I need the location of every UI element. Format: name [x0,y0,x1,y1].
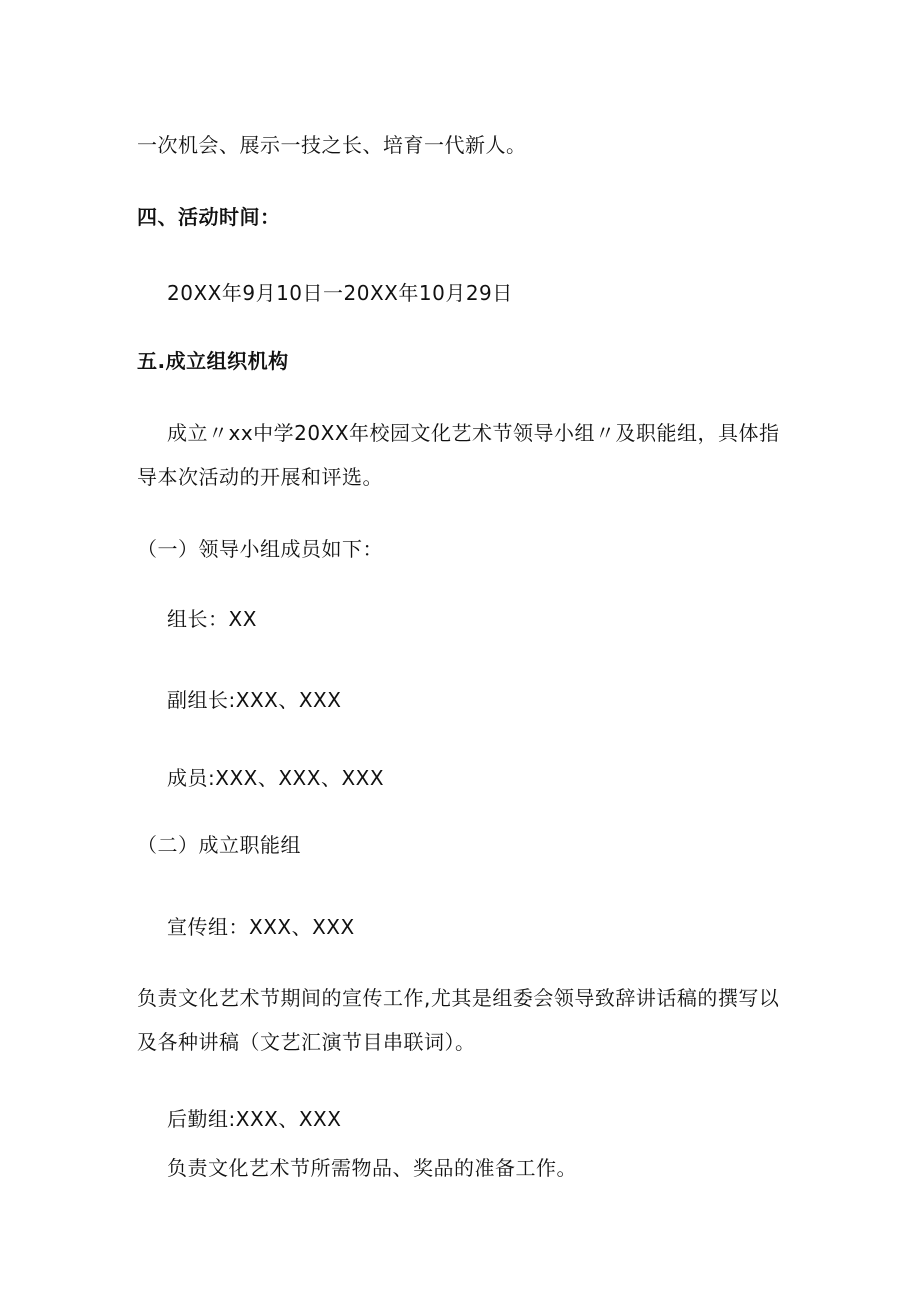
publicity-duty-line-1: 负责文化艺术节期间的宣传工作,尤其是组委会领导致辞讲话稿的撰写以 [137,986,780,1010]
logistics-duty: 负责文化艺术节所需物品、奖品的准备工作。 [167,1156,577,1180]
publicity-group: 宣传组：XXX、XXX [167,915,355,939]
publicity-duty-line-2: 及各种讲稿（文艺汇演节目串联词）。 [137,1030,476,1054]
subsection-heading-functional-groups: （二）成立职能组 [137,833,301,857]
team-leader: 组长：XX [167,607,257,631]
deputy-team-leader: 副组长:XXX、XXX [167,688,342,712]
activity-date-range: 20XX年9月10日一20XX年10月29日 [167,281,513,305]
paragraph-continuation: 一次机会、展示一技之长、培育一代新人。 [137,133,527,157]
logistics-group: 后勤组:XXX、XXX [167,1107,342,1131]
section-heading-activity-time: 四、活动时间： [137,205,281,229]
team-members: 成员:XXX、XXX、XXX [167,766,385,790]
subsection-heading-leadership: （一）领导小组成员如下： [137,537,383,561]
organization-paragraph-line-1: 成立〃xx中学20XX年校园文化艺术节领导小组〃及职能组，具体指 [167,421,780,445]
organization-paragraph-line-2: 导本次活动的开展和评选。 [137,465,383,489]
section-heading-organization: 五.成立组织机构 [137,349,289,373]
